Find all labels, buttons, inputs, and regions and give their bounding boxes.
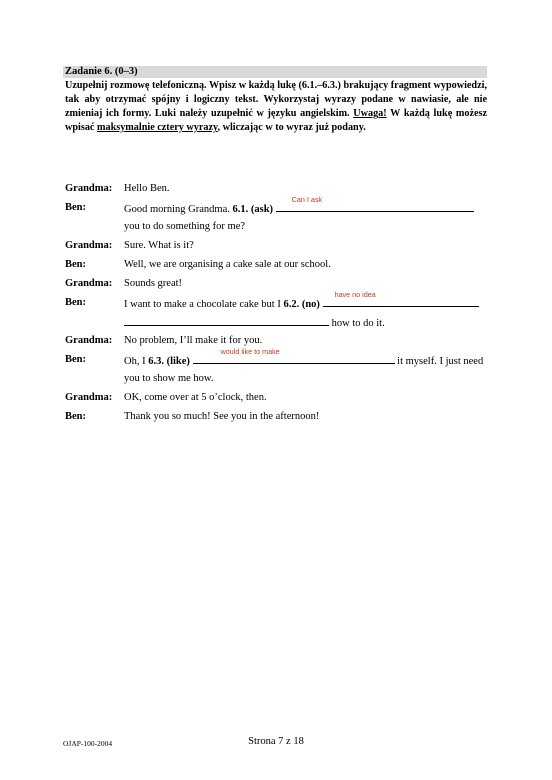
dialogue-line [124, 347, 484, 368]
task-title: Zadanie 6. (0–3) [65, 66, 138, 77]
dialogue-line [124, 315, 385, 330]
speaker-grandma: Grandma: [65, 335, 113, 346]
speaker-ben: Ben: [65, 259, 86, 270]
instructions-note: W każdą lukę możesz wpisać [65, 108, 487, 133]
gap-number-6-3: 6.3. (like) [148, 356, 190, 367]
dialogue-line: you to show me how. [124, 373, 214, 384]
dialogue-line: No problem, I’ll make it for you. [124, 335, 263, 346]
answer-gap-6-3[interactable] [193, 347, 395, 364]
gap-number-6-1: 6.1. (ask) [232, 204, 274, 215]
speaker-grandma: Grandma: [65, 240, 113, 251]
dialogue-line [124, 290, 479, 311]
speaker-grandma: Grandma: [65, 183, 113, 194]
speaker-ben: Ben: [65, 411, 86, 422]
instructions-text: Uzupełnij rozmowę telefoniczną. Wpisz w każdą lukę (6.1.–6.3.) brakujący fragment wypowiedzi, tak aby otrzymać spójny i logiczny tekst. Wykorzystaj wyrazy podane w nawiasie, ale nie zmieniaj ich formy. Luki należy uzupełnić w języku angielskim. [65, 80, 487, 119]
dialogue-text: Oh, I [124, 356, 149, 367]
speaker-ben: Ben: [65, 354, 86, 365]
dialogue-line: Sounds great! [124, 278, 183, 289]
handwritten-answer: have no idea [334, 290, 376, 299]
exam-code: OJAP-100-2004 [63, 739, 113, 748]
dialogue-line: OK, come over at 5 o’clock, then. [124, 392, 267, 403]
dialogue-line: Well, we are organising a cake sale at our school. [124, 259, 331, 270]
speaker-ben: Ben: [65, 297, 86, 308]
dialogue-line: Thank you so much! See you in the afternoon! [124, 411, 320, 422]
dialogue-line: Sure. What is it? [124, 240, 194, 251]
dialogue-line: Hello Ben. [124, 183, 170, 194]
dialogue-line [124, 195, 474, 216]
page-number: Strona 7 z 18 [248, 736, 304, 747]
note-label: Uwaga! [353, 108, 387, 119]
answer-gap-6-2[interactable] [323, 290, 479, 307]
task-instructions [65, 79, 487, 135]
answer-gap-6-1[interactable] [276, 195, 474, 212]
instructions-end: , wliczając w to wyraz już podany. [217, 122, 366, 133]
handwritten-answer: would like to make [220, 347, 280, 356]
dialogue-text: I want to make a chocolate cake but I [124, 299, 284, 310]
speaker-grandma: Grandma: [65, 278, 113, 289]
speaker-grandma: Grandma: [65, 392, 113, 403]
max-words-note: maksymalnie cztery wyrazy [96, 122, 218, 133]
answer-gap-6-2-continued[interactable] [124, 315, 329, 326]
handwritten-answer: Can I ask [291, 195, 323, 204]
dialogue-line: you to do something for me? [124, 221, 246, 232]
dialogue-text: Good morning Grandma. [124, 204, 233, 215]
dialogue-text: it myself. I just need [394, 356, 484, 367]
dialogue-text: how to do it. [329, 318, 385, 329]
speaker-ben: Ben: [65, 202, 86, 213]
gap-number-6-2: 6.2. (no) [283, 299, 320, 310]
